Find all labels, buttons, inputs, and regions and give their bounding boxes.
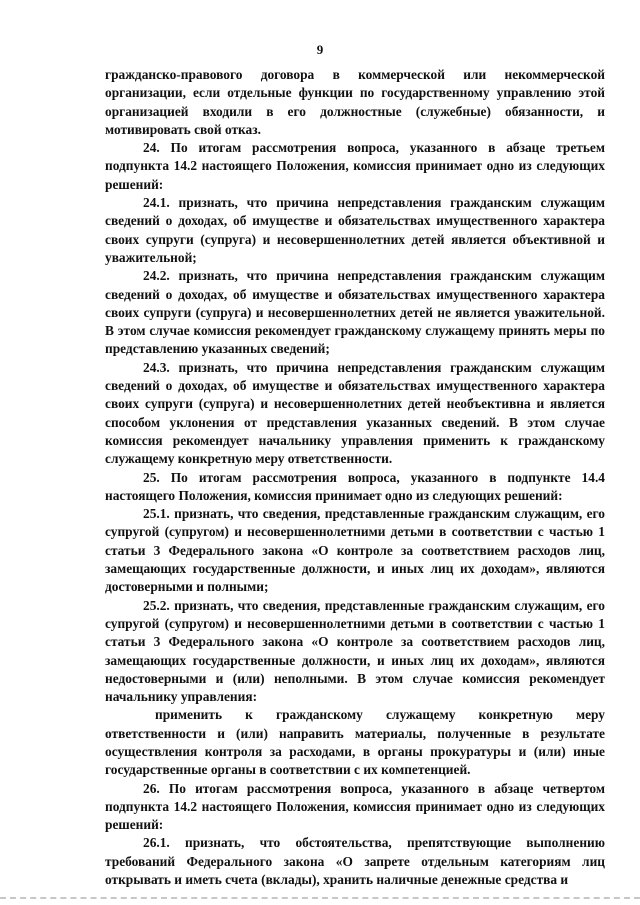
paragraph-25-2: 25.2. признать, что сведения, представленные гражданским служащим, его супругой (супругом) и несовершеннолетними детьми в соответствии с частью 1 статьи 3 Федерального закона «О контроле за соответствием расходов лиц, замещающих государственные должности, и иных лиц их доходам», являются недостоверными и (или) неполными. В этом случае комиссия рекомендует начальнику управления: [105,597,605,705]
paragraph-25: 25. По итогам рассмотрения вопроса, указанного в подпункте 14.4 настоящего Положения, комиссия принимает одно из следующих решений: [105,469,605,503]
paragraph-25-1: 25.1. признать, что сведения, представленные гражданским служащим, его супругой (супругом) и несовершеннолетними детьми в соответствии с частью 1 статьи 3 Федерального закона «О контроле за соответствием расходов лиц, замещающих государственные должности, и иных лиц их доходам», являются достоверными и полными; [105,506,605,595]
paragraph-26-1: 26.1. признать, что обстоятельства, препятствующие выполнению требований Федерального закона «О запрете отдельным категориям лиц открывать и иметь счета (вклады), хранить наличные денежные средства и [105,835,605,888]
paragraph-24-1: 24.1. признать, что причина непредставления гражданским служащим сведений о доходах, об имуществе и обязательствах имущественного характера своих супруги (супруга) и несовершеннолетних детей является объективной и уважительной; [105,195,605,265]
scan-edge-marks [0,897,640,905]
paragraph-25-2-action: применить к гражданскому служащему конкретную меру ответственности и (или) направить материалы, полученные в результате осуществления контроля за расходами, в органы прокуратуры и (или) иные государственные органы в соответствии с их компетенцией. [105,707,605,778]
document-body [105,66,605,889]
paragraph-24-3: 24.3. признать, что причина непредставления гражданским служащим сведений о доходах, об имуществе и обязательствах имущественного характера своих супруги (супруга) и несовершеннолетних детей необъективна и является способом уклонения от представления указанных сведений. В этом случае комиссия рекомендует начальнику управления применить к гражданскому служащему конкретную меру ответственности. [105,359,605,467]
page-number: 9 [316,42,324,57]
paragraph-26: 26. По итогам рассмотрения вопроса, указанного в абзаце четвертом подпункта 14.2 настоящего Положения, комиссия принимает одно из следующих решений: [105,780,605,833]
paragraph-24-2: 24.2. признать, что причина непредставления гражданским служащим сведений о доходах, об имуществе и обязательствах имущественного характера своих супруги (супруга) и несовершеннолетних детей не является уважительной. В этом случае комиссия рекомендует гражданскому служащему принять меры по представлению указанных сведений; [105,268,605,357]
paragraph-continuation: гражданско-правового договора в коммерческой или некоммерческой организации, если отдельные функции по государственному управлению этой организацией входили в его должностные (служебные) обязанности, и мотивировать свой отказ. [105,67,605,137]
paragraph-24: 24. По итогам рассмотрения вопроса, указанного в абзаце третьем подпункта 14.2 настоящего Положения, комиссия принимает одно из следующих решений: [105,140,605,192]
